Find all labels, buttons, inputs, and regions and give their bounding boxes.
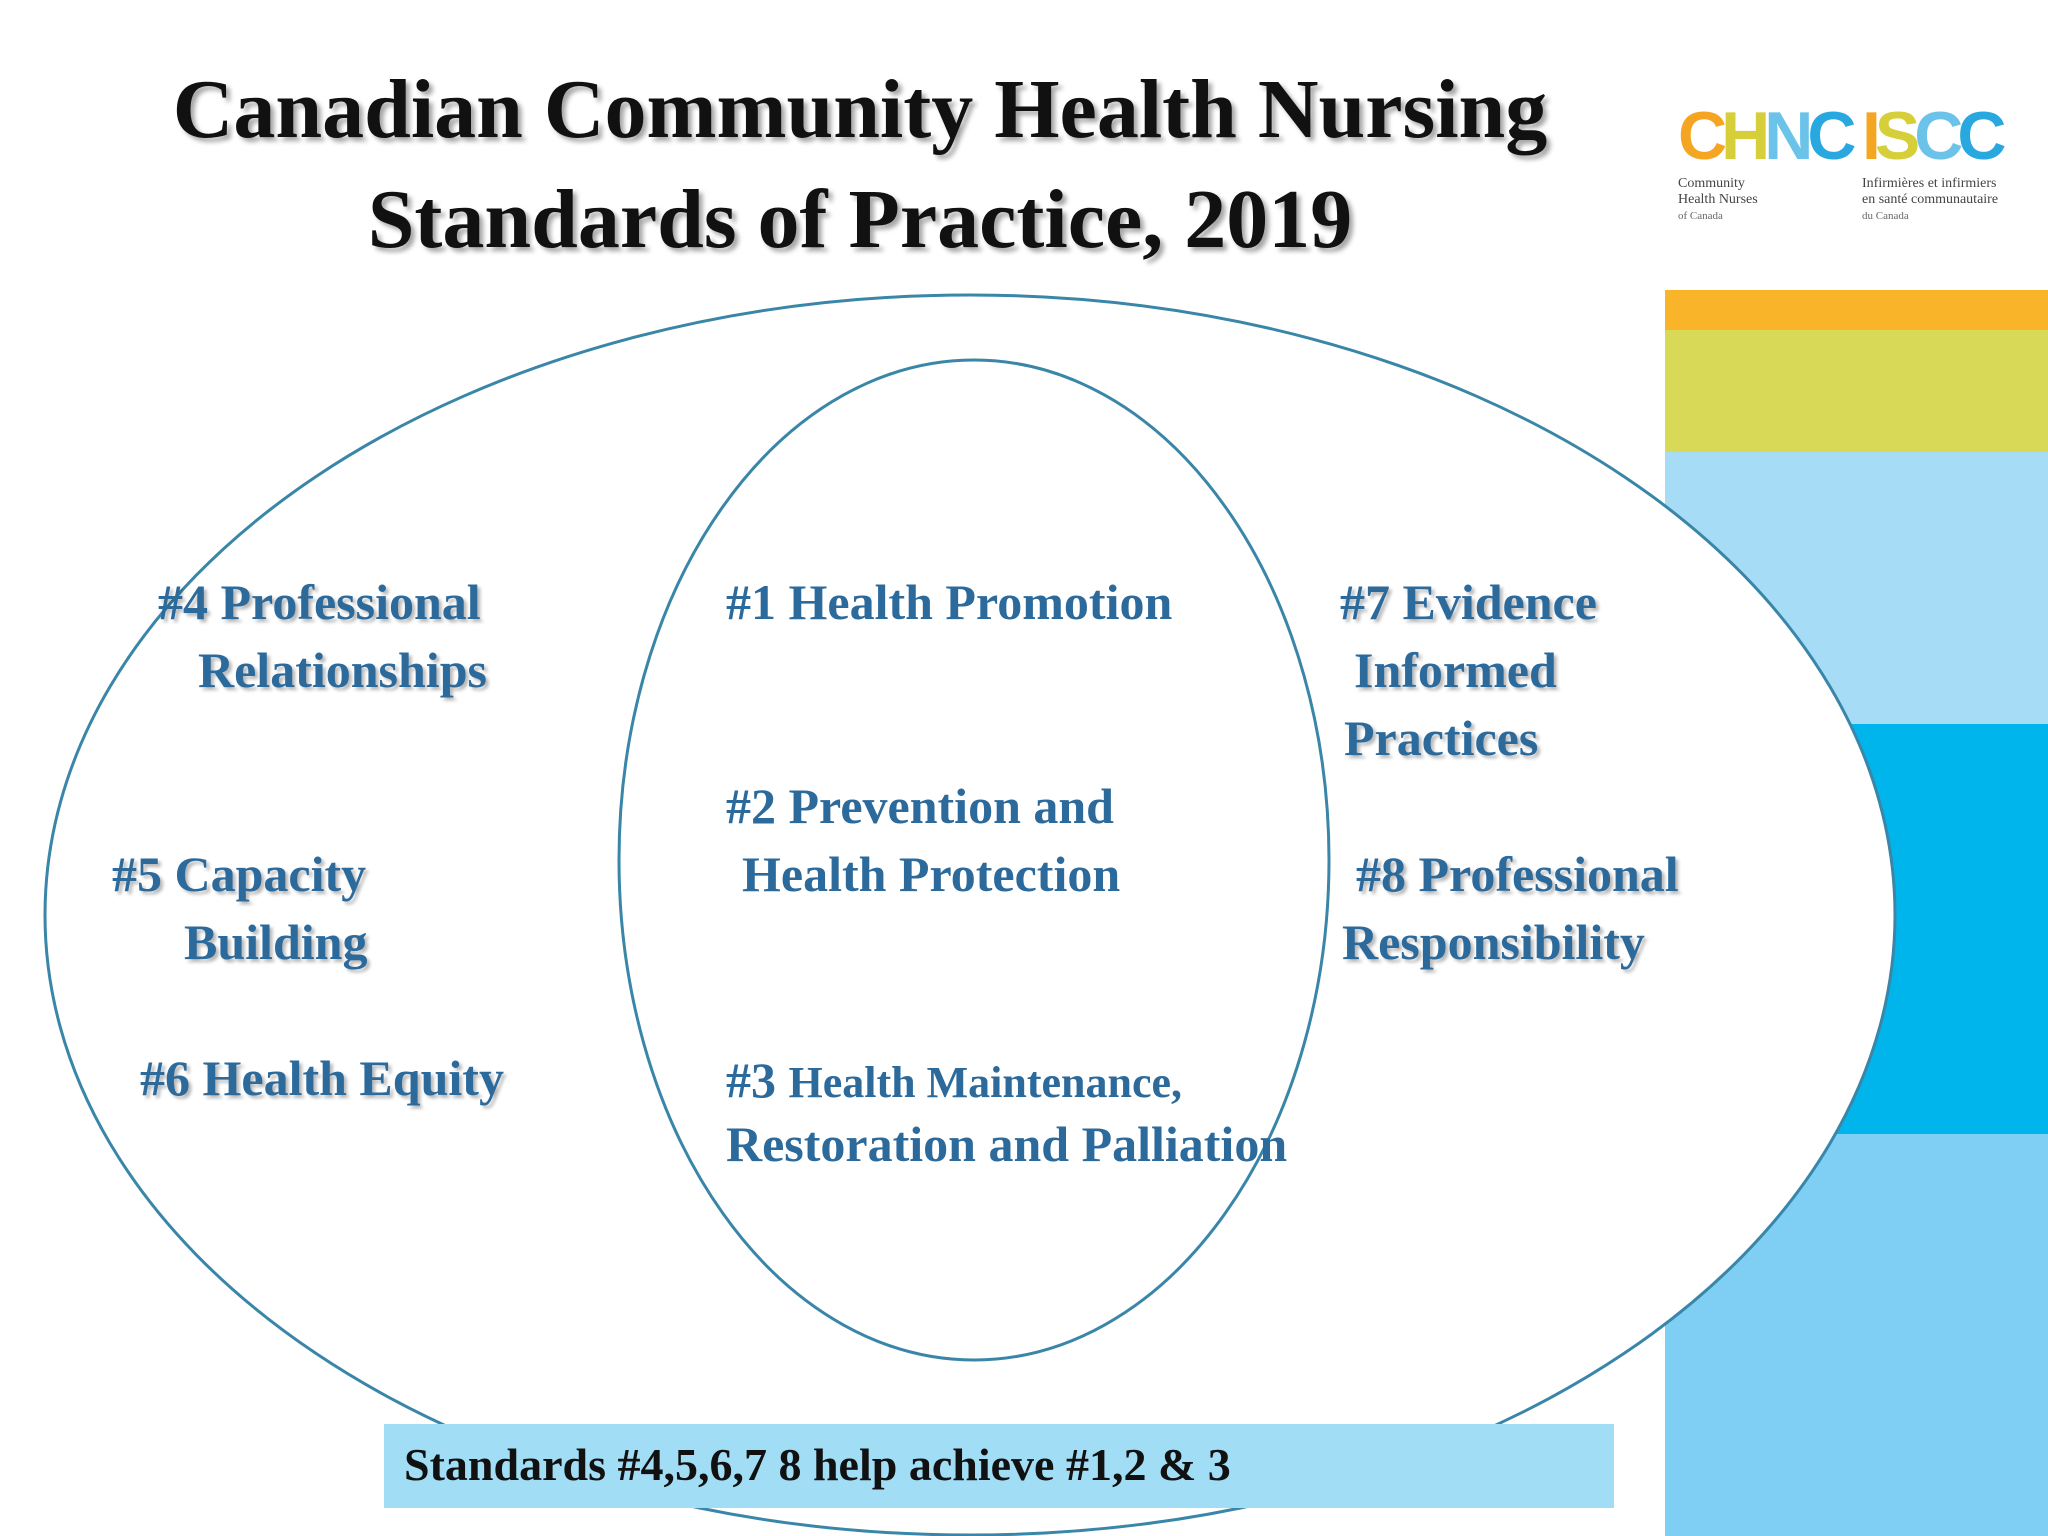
iscc-caption-1: Infirmières et infirmiers xyxy=(1862,176,1997,191)
chnc-caption-1: Community xyxy=(1678,176,1745,191)
standard-4-line-2: Relationships xyxy=(198,642,487,698)
standard-8-line-2: Responsibility xyxy=(1342,914,1645,970)
standard-2-line-1: #2 Prevention and xyxy=(726,778,1114,834)
iscc-logo-mark: ISCC xyxy=(1862,98,2001,174)
standard-8-line-1: #8 Professional xyxy=(1356,846,1679,902)
standard-5-line-2: Building xyxy=(184,914,368,970)
standard-7-line-1: #7 Evidence xyxy=(1340,574,1597,630)
standard-4-line-1: #4 Professional xyxy=(158,574,481,630)
standard-7-line-3: Practices xyxy=(1344,710,1539,766)
standard-3-line-2: Restoration and Palliation xyxy=(726,1116,1288,1172)
chnc-logo-mark: CHNC xyxy=(1678,98,1851,174)
footer-note-box xyxy=(384,1424,1614,1508)
iscc-caption-2: en santé communautaire xyxy=(1862,192,1999,207)
standard-5-line-1: #5 Capacity xyxy=(112,846,367,902)
page-title-line-2: Standards of Practice, 2019 xyxy=(367,173,1353,266)
standard-3-title: Health Maintenance, xyxy=(788,1058,1183,1107)
standard-1: #1 Health Promotion xyxy=(726,574,1173,630)
iscc-logo xyxy=(1862,98,2001,224)
standard-3-number: #3 xyxy=(726,1052,776,1108)
chnc-logo xyxy=(1678,98,1851,224)
page-title-line-1: Canadian Community Health Nursing xyxy=(172,63,1548,156)
standard-6: #6 Health Equity xyxy=(140,1050,504,1106)
standard-2-line-2: Health Protection xyxy=(742,846,1121,902)
standard-7-line-2: Informed xyxy=(1354,642,1557,698)
iscc-caption-3: du Canada xyxy=(1862,210,1909,222)
standard-3-line-1 xyxy=(726,1046,1182,1117)
chnc-caption-3: of Canada xyxy=(1678,210,1723,222)
chnc-caption-2: Health Nurses xyxy=(1678,192,1758,207)
footer-note: Standards #4,5,6,7 8 help achieve #1,2 & 3 xyxy=(404,1439,1231,1490)
